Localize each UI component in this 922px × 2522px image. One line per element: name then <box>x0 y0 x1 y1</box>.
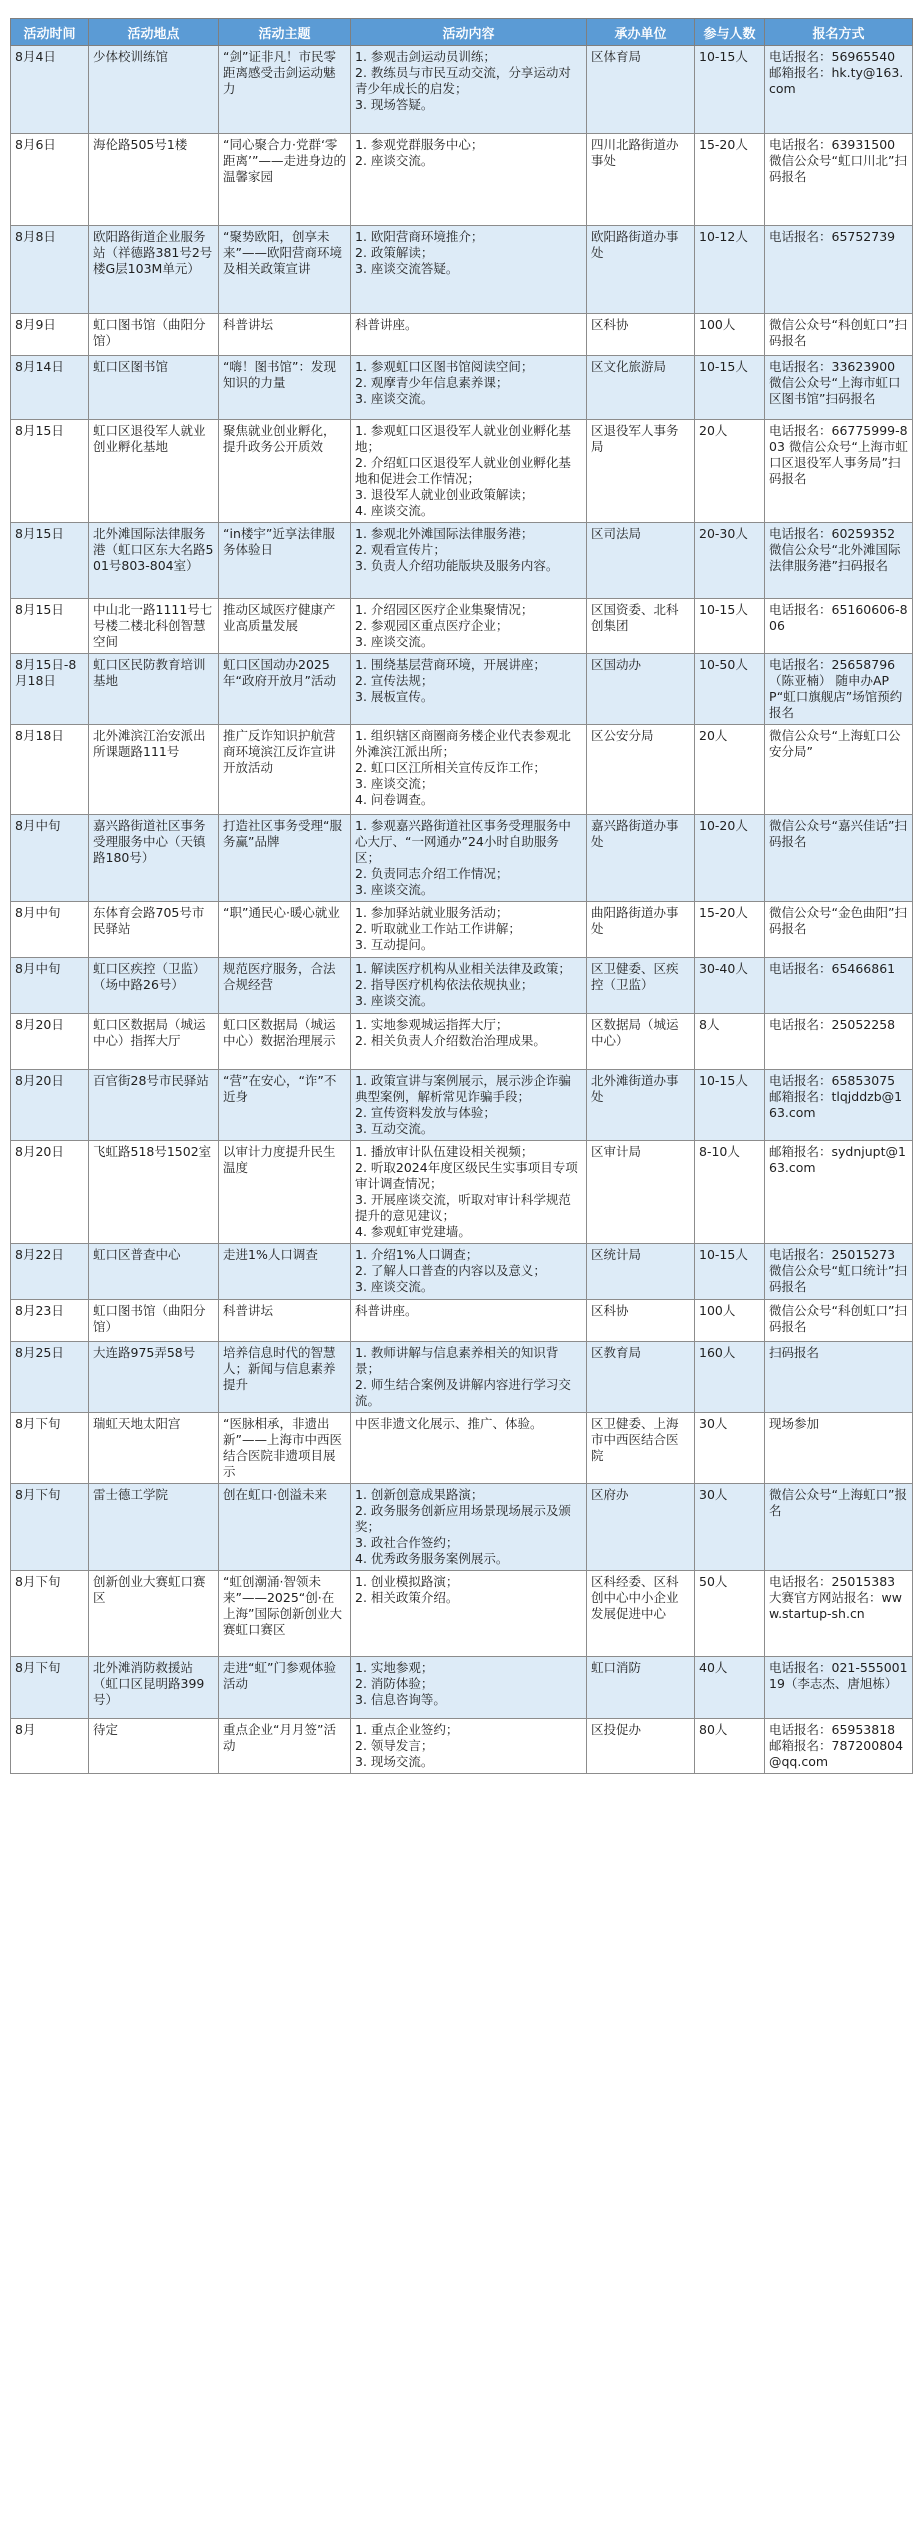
content-line: 4. 参观虹审党建墙。 <box>355 1224 471 1239</box>
content-line: 2. 观看宣传片； <box>355 542 446 557</box>
content-line: 2. 指导医疗机构依法依规执业； <box>355 977 534 992</box>
activity-schedule-table <box>10 18 913 1774</box>
cell-place: 虹口图书馆（曲阳分馆） <box>89 1300 219 1342</box>
table-row <box>11 1413 913 1484</box>
cell-org: 区司法局 <box>587 523 695 599</box>
cell-time: 8月18日 <box>11 725 89 815</box>
content-line: 2. 座谈交流。 <box>355 153 434 168</box>
cell-content <box>351 134 587 226</box>
content-line: 2. 虹口区江所相关宣传反诈工作； <box>355 760 546 775</box>
cell-count: 80人 <box>695 1719 765 1774</box>
table-row <box>11 1141 913 1244</box>
cell-theme: 走进“虹”门参观体验活动 <box>219 1657 351 1719</box>
cell-signup: 电话报名：66775999-803 微信公众号“上海市虹口区退役军人事务局”扫码报名 <box>765 420 913 523</box>
cell-count: 8-10人 <box>695 1141 765 1244</box>
table-row <box>11 1070 913 1141</box>
content-line: 1. 组织辖区商圈商务楼企业代表参观北外滩滨江派出所； <box>355 728 571 759</box>
cell-theme: “同心聚合力·党群‘零距离’”——走进身边的温馨家园 <box>219 134 351 226</box>
cell-signup: 电话报名：63931500 微信公众号“虹口川北”扫码报名 <box>765 134 913 226</box>
content-line: 1. 创新创意成果路演； <box>355 1487 484 1502</box>
cell-count: 100人 <box>695 1300 765 1342</box>
cell-signup: 微信公众号“科创虹口”扫码报名 <box>765 1300 913 1342</box>
cell-org: 曲阳路街道办事处 <box>587 902 695 958</box>
cell-time: 8月下旬 <box>11 1657 89 1719</box>
content-line: 2. 负责同志介绍工作情况； <box>355 866 509 881</box>
header-theme: 活动主题 <box>219 19 351 46</box>
cell-theme: 创在虹口·创溢未来 <box>219 1484 351 1571</box>
cell-count: 30人 <box>695 1484 765 1571</box>
table-body <box>11 46 913 1774</box>
cell-theme: 培养信息时代的智慧人；新闻与信息素养提升 <box>219 1342 351 1413</box>
cell-count: 10-12人 <box>695 226 765 314</box>
cell-content <box>351 902 587 958</box>
cell-theme: “嗨！图书馆”：发现知识的力量 <box>219 356 351 420</box>
header-org: 承办单位 <box>587 19 695 46</box>
content-line: 3. 现场交流。 <box>355 1754 434 1769</box>
content-line: 1. 参加驿站就业服务活动； <box>355 905 509 920</box>
cell-place: 中山北一路1111号七号楼二楼北科创智慧空间 <box>89 599 219 654</box>
cell-place: 少体校训练馆 <box>89 46 219 134</box>
table-row <box>11 958 913 1014</box>
cell-count: 10-15人 <box>695 46 765 134</box>
content-line: 2. 听取就业工作站工作讲解； <box>355 921 521 936</box>
cell-theme: 推广反诈知识护航营商环境滨江反诈宣讲开放活动 <box>219 725 351 815</box>
content-line: 3. 退役军人就业创业政策解读； <box>355 487 534 502</box>
content-line: 2. 教练员与市民互动交流，分享运动对青少年成长的启发； <box>355 65 571 96</box>
cell-org: 嘉兴路街道办事处 <box>587 815 695 902</box>
cell-signup: 微信公众号“金色曲阳”扫码报名 <box>765 902 913 958</box>
cell-place: 欧阳路街道企业服务站（祥德路381号2号楼G层103M单元） <box>89 226 219 314</box>
cell-org: 区投促办 <box>587 1719 695 1774</box>
content-line: 科普讲座。 <box>355 1303 418 1318</box>
table-row <box>11 1244 913 1300</box>
cell-signup: 微信公众号“科创虹口”扫码报名 <box>765 314 913 356</box>
cell-theme: “in楼宇”近享法律服务体验日 <box>219 523 351 599</box>
cell-org: 虹口消防 <box>587 1657 695 1719</box>
table-row <box>11 523 913 599</box>
content-line: 3. 互动交流。 <box>355 1121 434 1136</box>
cell-theme: 科普讲坛 <box>219 314 351 356</box>
table-row <box>11 725 913 815</box>
content-line: 3. 信息咨询等。 <box>355 1692 446 1707</box>
table-row <box>11 46 913 134</box>
cell-theme: 科普讲坛 <box>219 1300 351 1342</box>
cell-place: 北外滩国际法律服务港（虹口区东大名路501号803-804室） <box>89 523 219 599</box>
cell-signup: 电话报名：021-55500119（李志杰、唐旭栋） <box>765 1657 913 1719</box>
cell-content <box>351 226 587 314</box>
cell-content <box>351 1719 587 1774</box>
cell-org: 区科经委、区科创中心中小企业发展促进中心 <box>587 1571 695 1657</box>
cell-signup: 电话报名：65953818 邮箱报名：787200804@qq.com <box>765 1719 913 1774</box>
cell-count: 160人 <box>695 1342 765 1413</box>
cell-place: 海伦路505号1楼 <box>89 134 219 226</box>
content-line: 2. 消防体验； <box>355 1676 434 1691</box>
content-line: 1. 介绍1%人口调查； <box>355 1247 479 1262</box>
cell-org: 区教育局 <box>587 1342 695 1413</box>
content-line: 2. 师生结合案例及讲解内容进行学习交流。 <box>355 1377 571 1408</box>
cell-signup: 微信公众号“上海虹口”报名 <box>765 1484 913 1571</box>
content-line: 3. 座谈交流。 <box>355 1279 434 1294</box>
content-line: 2. 领导发言； <box>355 1738 434 1753</box>
cell-count: 30-40人 <box>695 958 765 1014</box>
cell-org: 区府办 <box>587 1484 695 1571</box>
content-line: 3. 开展座谈交流，听取对审计科学规范提升的意见建议； <box>355 1192 571 1223</box>
cell-count: 15-20人 <box>695 134 765 226</box>
schedule-table-container <box>10 18 912 1774</box>
cell-time: 8月25日 <box>11 1342 89 1413</box>
cell-org: 区审计局 <box>587 1141 695 1244</box>
cell-signup: 电话报名：25052258 <box>765 1014 913 1070</box>
cell-content <box>351 1657 587 1719</box>
content-line: 3. 展板宣传。 <box>355 689 434 704</box>
cell-time: 8月下旬 <box>11 1413 89 1484</box>
cell-org: 区国资委、北科创集团 <box>587 599 695 654</box>
cell-count: 20-30人 <box>695 523 765 599</box>
cell-count: 30人 <box>695 1413 765 1484</box>
cell-content <box>351 1484 587 1571</box>
header-place: 活动地点 <box>89 19 219 46</box>
cell-content <box>351 1014 587 1070</box>
cell-theme: 聚焦就业创业孵化，提升政务公开质效 <box>219 420 351 523</box>
cell-org: 区退役军人事务局 <box>587 420 695 523</box>
cell-org: 北外滩街道办事处 <box>587 1070 695 1141</box>
cell-count: 50人 <box>695 1571 765 1657</box>
content-line: 1. 参观党群服务中心； <box>355 137 484 152</box>
table-row <box>11 314 913 356</box>
cell-count: 20人 <box>695 420 765 523</box>
cell-signup: 邮箱报名：sydnjupt@163.com <box>765 1141 913 1244</box>
cell-time: 8月15日 <box>11 523 89 599</box>
content-line: 1. 创业模拟路演； <box>355 1574 459 1589</box>
cell-org: 区科协 <box>587 314 695 356</box>
cell-time: 8月20日 <box>11 1014 89 1070</box>
cell-time: 8月下旬 <box>11 1571 89 1657</box>
cell-content <box>351 725 587 815</box>
content-line: 中医非遗文化展示、推广、体验。 <box>355 1416 543 1431</box>
content-line: 3. 座谈交流。 <box>355 391 434 406</box>
cell-time: 8月8日 <box>11 226 89 314</box>
cell-org: 区公安分局 <box>587 725 695 815</box>
cell-place: 虹口区民防教育培训基地 <box>89 654 219 725</box>
table-row <box>11 356 913 420</box>
cell-content <box>351 314 587 356</box>
cell-time: 8月14日 <box>11 356 89 420</box>
table-row <box>11 1571 913 1657</box>
cell-count: 10-15人 <box>695 1070 765 1141</box>
cell-org: 欧阳路街道办事处 <box>587 226 695 314</box>
content-line: 2. 参观园区重点医疗企业； <box>355 618 509 633</box>
content-line: 1. 围绕基层营商环境，开展讲座； <box>355 657 546 672</box>
content-line: 1. 参观嘉兴路街道社区事务受理服务中心大厅、“一网通办”24小时自助服务区； <box>355 818 571 865</box>
cell-signup: 电话报名：33623900 微信公众号“上海市虹口区图书馆”扫码报名 <box>765 356 913 420</box>
cell-content <box>351 523 587 599</box>
content-line: 3. 政社合作签约； <box>355 1535 459 1550</box>
cell-signup: 扫码报名 <box>765 1342 913 1413</box>
cell-count: 100人 <box>695 314 765 356</box>
cell-signup: 电话报名：25658796（陈亚楠） 随申办APP“虹口旗舰店”场馆预约报名 <box>765 654 913 725</box>
cell-theme: “聚势欧阳，创享未来”——欧阳营商环境及相关政策宣讲 <box>219 226 351 314</box>
table-row <box>11 1484 913 1571</box>
cell-time: 8月20日 <box>11 1141 89 1244</box>
cell-count: 10-15人 <box>695 356 765 420</box>
cell-count: 20人 <box>695 725 765 815</box>
cell-time: 8月中旬 <box>11 815 89 902</box>
cell-theme: “剑”证非凡！市民零距离感受击剑运动魅力 <box>219 46 351 134</box>
content-line: 1. 教师讲解与信息素养相关的知识背景； <box>355 1345 559 1376</box>
cell-count: 10-20人 <box>695 815 765 902</box>
cell-time: 8月4日 <box>11 46 89 134</box>
content-line: 1. 实地参观城运指挥大厅； <box>355 1017 509 1032</box>
content-line: 1. 介绍园区医疗企业集聚情况； <box>355 602 534 617</box>
content-line: 2. 观摩青少年信息素养课； <box>355 375 509 390</box>
cell-signup: 电话报名：65466861 <box>765 958 913 1014</box>
table-row <box>11 1657 913 1719</box>
content-line: 1. 播放审计队伍建设相关视频； <box>355 1144 534 1159</box>
content-line: 2. 相关政策介绍。 <box>355 1590 459 1605</box>
cell-place: 待定 <box>89 1719 219 1774</box>
cell-org: 区数据局（城运中心） <box>587 1014 695 1070</box>
header-content: 活动内容 <box>351 19 587 46</box>
cell-time: 8月15日-8月18日 <box>11 654 89 725</box>
table-row <box>11 1300 913 1342</box>
table-row <box>11 599 913 654</box>
content-line: 4. 座谈交流。 <box>355 503 434 518</box>
cell-content <box>351 599 587 654</box>
cell-signup: 电话报名：56965540 邮箱报名：hk.ty@163.com <box>765 46 913 134</box>
cell-theme: 重点企业“月月签”活动 <box>219 1719 351 1774</box>
content-line: 1. 解读医疗机构从业相关法律及政策； <box>355 961 571 976</box>
content-line: 2. 政策解读； <box>355 245 434 260</box>
content-line: 3. 现场答疑。 <box>355 97 434 112</box>
cell-theme: “医脉相承，非遗出新”——上海市中西医结合医院非遗项目展示 <box>219 1413 351 1484</box>
cell-org: 区卫健委、上海市中西医结合医院 <box>587 1413 695 1484</box>
cell-signup: 现场参加 <box>765 1413 913 1484</box>
cell-theme: “营”在安心，“诈”不近身 <box>219 1070 351 1141</box>
cell-place: 虹口区数据局（城运中心）指挥大厅 <box>89 1014 219 1070</box>
cell-time: 8月20日 <box>11 1070 89 1141</box>
cell-theme: 规范医疗服务，合法合规经营 <box>219 958 351 1014</box>
content-line: 4. 优秀政务服务案例展示。 <box>355 1551 509 1566</box>
cell-place: 虹口区普查中心 <box>89 1244 219 1300</box>
content-line: 2. 介绍虹口区退役军人就业创业孵化基地和促进会工作情况； <box>355 455 571 486</box>
cell-theme: 虹口区数据局（城运中心）数据治理展示 <box>219 1014 351 1070</box>
content-line: 3. 座谈交流。 <box>355 634 434 649</box>
cell-content <box>351 46 587 134</box>
content-line: 3. 座谈交流答疑。 <box>355 261 459 276</box>
header-count: 参与人数 <box>695 19 765 46</box>
cell-time: 8月15日 <box>11 420 89 523</box>
table-row <box>11 420 913 523</box>
cell-time: 8月中旬 <box>11 958 89 1014</box>
cell-signup: 微信公众号“上海虹口公安分局” <box>765 725 913 815</box>
table-row <box>11 226 913 314</box>
cell-content <box>351 1070 587 1141</box>
cell-theme: 走进1%人口调查 <box>219 1244 351 1300</box>
cell-signup: 电话报名：65160606-806 <box>765 599 913 654</box>
table-row <box>11 815 913 902</box>
cell-place: 百官街28号市民驿站 <box>89 1070 219 1141</box>
cell-theme: “虹创潮涌·智领未来”——2025“创·在上海”国际创新创业大赛虹口赛区 <box>219 1571 351 1657</box>
content-line: 1. 实地参观； <box>355 1660 434 1675</box>
cell-content <box>351 958 587 1014</box>
table-row <box>11 654 913 725</box>
cell-count: 10-15人 <box>695 1244 765 1300</box>
cell-time: 8月6日 <box>11 134 89 226</box>
content-line: 2. 相关负责人介绍数治治理成果。 <box>355 1033 546 1048</box>
cell-org: 区国动办 <box>587 654 695 725</box>
cell-signup: 微信公众号“嘉兴佳话”扫码报名 <box>765 815 913 902</box>
content-line: 4. 问卷调查。 <box>355 792 434 807</box>
content-line: 3. 座谈交流。 <box>355 993 434 1008</box>
content-line: 科普讲座。 <box>355 317 418 332</box>
content-line: 1. 重点企业签约； <box>355 1722 459 1737</box>
cell-content <box>351 1342 587 1413</box>
content-line: 2. 宣传法规； <box>355 673 434 688</box>
content-line: 2. 听取2024年度区级民生实事项目专项审计调查情况； <box>355 1160 578 1191</box>
cell-count: 8人 <box>695 1014 765 1070</box>
cell-theme: 推动区域医疗健康产业高质量发展 <box>219 599 351 654</box>
table-header-row <box>11 19 913 46</box>
cell-content <box>351 815 587 902</box>
cell-org: 区体育局 <box>587 46 695 134</box>
cell-place: 雷士德工学院 <box>89 1484 219 1571</box>
cell-place: 北外滩消防救援站（虹口区昆明路399号） <box>89 1657 219 1719</box>
cell-place: 北外滩滨江治安派出所课题路111号 <box>89 725 219 815</box>
header-signup: 报名方式 <box>765 19 913 46</box>
content-line: 2. 了解人口普查的内容以及意义； <box>355 1263 546 1278</box>
content-line: 3. 座谈交流； <box>355 776 434 791</box>
cell-content <box>351 356 587 420</box>
cell-place: 嘉兴路街道社区事务受理服务中心（天镇路180号） <box>89 815 219 902</box>
header-time: 活动时间 <box>11 19 89 46</box>
content-line: 2. 政务服务创新应用场景现场展示及颁奖； <box>355 1503 571 1534</box>
content-line: 1. 政策宣讲与案例展示，展示涉企诈骗典型案例，解析常见诈骗手段； <box>355 1073 571 1104</box>
cell-place: 大连路975弄58号 <box>89 1342 219 1413</box>
content-line: 1. 参观虹口区图书馆阅读空间； <box>355 359 534 374</box>
content-line: 3. 座谈交流。 <box>355 882 434 897</box>
cell-place: 虹口区退役军人就业创业孵化基地 <box>89 420 219 523</box>
cell-place: 虹口图书馆（曲阳分馆） <box>89 314 219 356</box>
content-line: 3. 互动提问。 <box>355 937 434 952</box>
cell-content <box>351 1571 587 1657</box>
cell-theme: 打造社区事务受理“服务赢”品牌 <box>219 815 351 902</box>
cell-time: 8月23日 <box>11 1300 89 1342</box>
cell-time: 8月15日 <box>11 599 89 654</box>
cell-place: 瑞虹天地太阳宫 <box>89 1413 219 1484</box>
cell-time: 8月 <box>11 1719 89 1774</box>
content-line: 1. 参观北外滩国际法律服务港； <box>355 526 534 541</box>
cell-content <box>351 420 587 523</box>
cell-theme: 虹口区国动办2025年“政府开放月”活动 <box>219 654 351 725</box>
cell-signup: 电话报名：25015273 微信公众号“虹口统计”扫码报名 <box>765 1244 913 1300</box>
cell-content <box>351 654 587 725</box>
table-row <box>11 1014 913 1070</box>
table-row <box>11 902 913 958</box>
cell-org: 四川北路街道办事处 <box>587 134 695 226</box>
cell-org: 区统计局 <box>587 1244 695 1300</box>
cell-signup: 电话报名：65853075 邮箱报名：tlqjddzb@163.com <box>765 1070 913 1141</box>
cell-place: 飞虹路518号1502室 <box>89 1141 219 1244</box>
content-line: 1. 参观击剑运动员训练； <box>355 49 496 64</box>
cell-count: 10-15人 <box>695 599 765 654</box>
cell-signup: 电话报名：60259352 微信公众号“北外滩国际法律服务港”扫码报名 <box>765 523 913 599</box>
table-row <box>11 134 913 226</box>
cell-org: 区科协 <box>587 1300 695 1342</box>
cell-content <box>351 1244 587 1300</box>
content-line: 1. 参观虹口区退役军人就业创业孵化基地； <box>355 423 571 454</box>
cell-count: 10-50人 <box>695 654 765 725</box>
cell-count: 15-20人 <box>695 902 765 958</box>
cell-place: 东体育会路705号市民驿站 <box>89 902 219 958</box>
cell-time: 8月9日 <box>11 314 89 356</box>
cell-count: 40人 <box>695 1657 765 1719</box>
table-row <box>11 1719 913 1774</box>
cell-content <box>351 1413 587 1484</box>
cell-place: 虹口区图书馆 <box>89 356 219 420</box>
cell-signup: 电话报名：65752739 <box>765 226 913 314</box>
content-line: 3. 负责人介绍功能版块及服务内容。 <box>355 558 559 573</box>
cell-org: 区卫健委、区疾控（卫监） <box>587 958 695 1014</box>
cell-content <box>351 1141 587 1244</box>
cell-time: 8月22日 <box>11 1244 89 1300</box>
cell-content <box>351 1300 587 1342</box>
cell-org: 区文化旅游局 <box>587 356 695 420</box>
cell-signup: 电话报名：25015383 大赛官方网站报名：www.startup-sh.cn <box>765 1571 913 1657</box>
content-line: 1. 欧阳营商环境推介； <box>355 229 484 244</box>
cell-place: 虹口区疾控（卫监）（场中路26号） <box>89 958 219 1014</box>
table-row <box>11 1342 913 1413</box>
cell-time: 8月下旬 <box>11 1484 89 1571</box>
content-line: 2. 宣传资料发放与体验； <box>355 1105 496 1120</box>
cell-place: 创新创业大赛虹口赛区 <box>89 1571 219 1657</box>
cell-theme: 以审计力度提升民生温度 <box>219 1141 351 1244</box>
cell-theme: “职”通民心·暖心就业 <box>219 902 351 958</box>
cell-time: 8月中旬 <box>11 902 89 958</box>
